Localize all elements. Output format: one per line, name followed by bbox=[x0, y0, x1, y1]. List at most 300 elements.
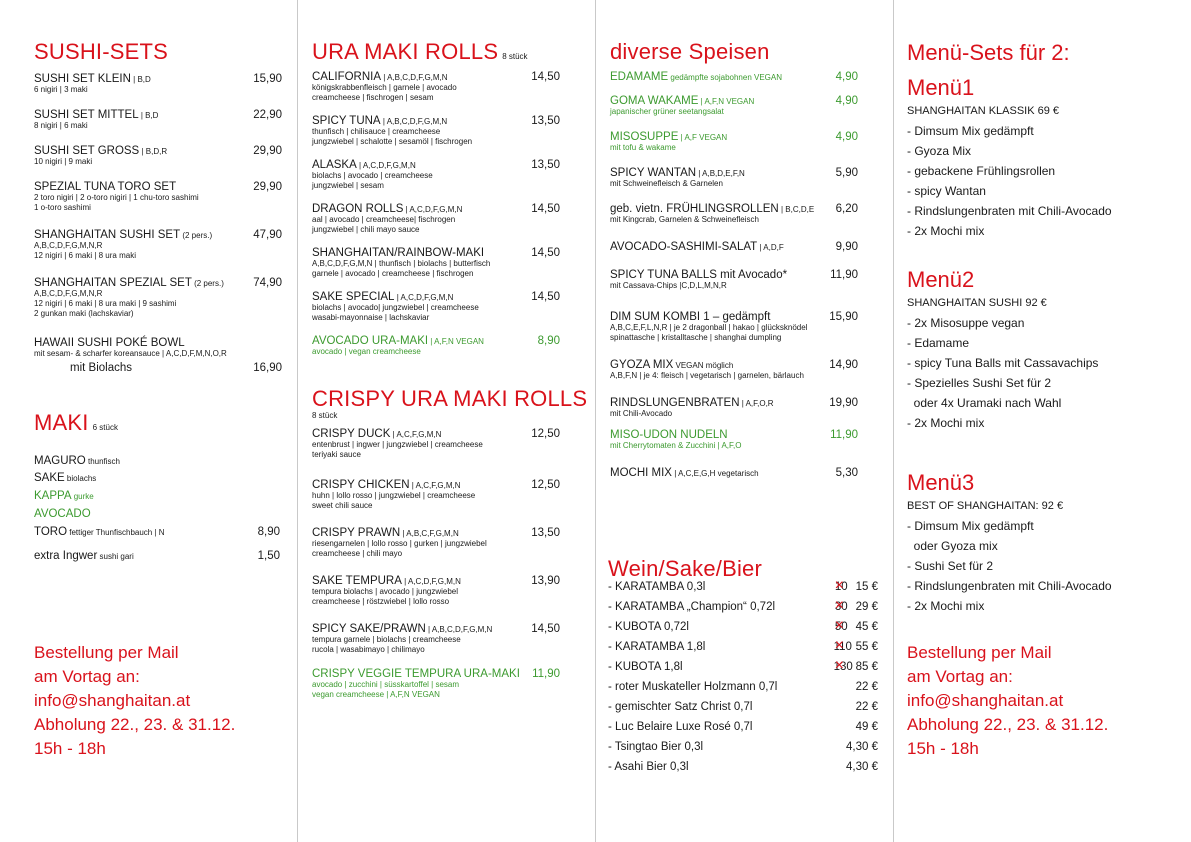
crispy-roll-name bbox=[312, 527, 459, 539]
ura-maki-description: biolachs | avocado | creamcheese bbox=[312, 171, 433, 180]
contact-line: am Vortag an: bbox=[907, 667, 1013, 686]
diverse-row bbox=[610, 397, 858, 409]
contact-line: 15h - 18h bbox=[34, 739, 106, 758]
menu-line: - Dimsum Mix gedämpft bbox=[907, 124, 1034, 138]
ura-maki-price: 8,90 bbox=[537, 335, 560, 347]
menu-list bbox=[907, 101, 1112, 241]
wine-name: - Asahi Bier 0,3l bbox=[608, 761, 689, 773]
menu-title: Menü2 bbox=[907, 267, 975, 292]
wine-price-group bbox=[834, 641, 878, 653]
crispy-roll-item bbox=[312, 575, 560, 607]
crispy-roll-description: creamcheese | röstzwiebel | lollo rosso bbox=[312, 597, 450, 606]
crispy-roll-name-text: CRISPY VEGGIE TEMPURA URA-MAKI bbox=[312, 668, 520, 680]
maki-title bbox=[34, 410, 118, 436]
diverse-name-text: RINDSLUNGENBRATEN bbox=[610, 397, 740, 409]
wine-name: - KARATAMBA 1,8l bbox=[608, 641, 706, 653]
ura-maki-count: 8 stück bbox=[502, 52, 528, 61]
crispy-roll-allergens: | A,B,C,F,G,M,N bbox=[400, 529, 459, 538]
crispy-roll-row bbox=[312, 668, 560, 680]
menu-line: - 2x Mochi mix bbox=[907, 599, 985, 613]
diverse-name-text: AVOCADO-SASHIMI-SALAT bbox=[610, 241, 758, 253]
sushi-set-allergens: | B,D bbox=[138, 111, 159, 120]
crispy-roll-name-text: CRISPY PRAWN bbox=[312, 527, 401, 539]
crispy-roll-allergens: | A,C,D,F,G,M,N bbox=[401, 577, 461, 586]
sushi-set-row bbox=[34, 109, 282, 121]
diverse-name bbox=[610, 167, 745, 179]
menu-heading: SHANGHAITAN SUSHI 92 € bbox=[907, 297, 1047, 309]
crispy-roll-item bbox=[312, 527, 560, 559]
contact-line: Bestellung per Mail bbox=[34, 643, 179, 662]
diverse-row bbox=[610, 203, 858, 215]
maki-extra-name bbox=[34, 550, 134, 562]
wine-price: 15 € bbox=[855, 581, 878, 593]
sushi-set-row bbox=[34, 181, 282, 193]
ura-maki-row bbox=[312, 71, 560, 83]
sushi-set-price: 29,90 bbox=[253, 181, 282, 193]
sushi-set-name bbox=[34, 277, 224, 289]
sushi-set-row bbox=[34, 337, 282, 349]
wine-row bbox=[608, 761, 878, 781]
menu-list bbox=[907, 496, 1112, 616]
menu-line: - Gyoza Mix bbox=[907, 144, 972, 158]
crispy-roll-name bbox=[312, 428, 441, 440]
ura-maki-description: biolachs | avocado| jungzwiebel | creamcheese bbox=[312, 303, 479, 312]
crispy-roll-description: avocado | zucchini | süsskartoffel | sesam bbox=[312, 680, 460, 689]
wine-row bbox=[608, 701, 878, 721]
diverse-description: A,B,C,E,F,L,N,R | je 2 dragonball | hakao | glücksknödel bbox=[610, 323, 808, 332]
diverse-name-text: MISO-UDON NUDELN bbox=[610, 429, 728, 441]
sushi-set-name-text: SHANGHAITAN SPEZIAL SET bbox=[34, 277, 192, 289]
wine-name: - KARATAMBA 0,3l bbox=[608, 581, 706, 593]
crispy-roll-name bbox=[312, 479, 461, 491]
crispy-roll-name-text: SPICY SAKE/PRAWN bbox=[312, 623, 426, 635]
crispy-roll-description: tempura garnele | biolachs | creamcheese bbox=[312, 635, 461, 644]
diverse-name bbox=[610, 359, 733, 371]
menu-line: - 2x Mochi mix bbox=[907, 416, 985, 430]
wine-price-group bbox=[856, 681, 878, 693]
crispy-roll-allergens: | A,C,F,G,M,N bbox=[409, 481, 461, 490]
ura-maki-allergens: | A,B,C,D,F,G,M,N bbox=[381, 73, 448, 82]
crispy-roll-description: creamcheese | chili mayo bbox=[312, 549, 403, 558]
sushi-sets-title: SUSHI-SETS bbox=[34, 39, 169, 64]
crispy-roll-item bbox=[312, 479, 560, 511]
maki-item bbox=[34, 490, 94, 502]
wine-name: - gemischter Satz Christ 0,7l bbox=[608, 701, 753, 713]
crispy-roll-description: entenbrust | ingwer | jungzwiebel | creamcheese bbox=[312, 440, 483, 449]
wine-price-group bbox=[846, 741, 878, 753]
diverse-name-text: SPICY WANTAN bbox=[610, 167, 697, 179]
wine-price: 85 € bbox=[855, 661, 878, 673]
diverse-price: 11,90 bbox=[830, 429, 858, 441]
ura-maki-description: königskrabbenfleisch | garnele | avocado bbox=[312, 83, 457, 92]
diverse-name bbox=[610, 429, 728, 441]
ura-maki-item bbox=[312, 247, 560, 279]
ura-maki-name bbox=[312, 115, 447, 127]
ura-maki-name bbox=[312, 203, 462, 215]
diverse-description: mit Schweinefleisch & Garnelen bbox=[610, 179, 723, 188]
ura-maki-allergens: | A,B,C,D,F,G,M,N bbox=[380, 117, 448, 126]
menu-line: - 2x Misosuppe vegan bbox=[907, 316, 1025, 330]
diverse-description: mit Cassava-Chips |C,D,L,M,N,R bbox=[610, 281, 727, 290]
diverse-item bbox=[610, 311, 858, 343]
diverse-item bbox=[610, 167, 858, 189]
sushi-set-price: 74,90 bbox=[253, 277, 282, 289]
sushi-set-description: 2 toro nigiri | 2 o-toro nigiri | 1 chu-toro sashimi bbox=[34, 193, 199, 202]
ura-maki-title-text: URA MAKI ROLLS bbox=[312, 39, 499, 64]
wine-price: 4,30 € bbox=[846, 761, 878, 773]
sushi-set-item bbox=[34, 145, 282, 167]
wine-price: 22 € bbox=[855, 681, 878, 693]
crispy-roll-allergens: | A,B,C,D,F,G,M,N bbox=[425, 625, 493, 634]
maki-description: thunfisch bbox=[85, 457, 120, 466]
maki-extra-row bbox=[34, 550, 280, 562]
wine-price-group bbox=[856, 721, 878, 733]
column-menus bbox=[894, 0, 1191, 842]
ura-maki-row bbox=[312, 291, 560, 303]
maki-extra-price: 1,50 bbox=[257, 550, 280, 562]
ura-maki-name-text: CALIFORNIA bbox=[312, 71, 382, 83]
menu-title: Menü1 bbox=[907, 75, 975, 100]
sushi-set-name bbox=[34, 145, 167, 157]
diverse-row bbox=[610, 241, 858, 253]
diverse-price: 4,90 bbox=[835, 131, 858, 143]
sushi-set-description: A,B,C,D,F,G,M,N,R bbox=[34, 241, 103, 250]
crispy-roll-price: 13,50 bbox=[531, 527, 560, 539]
sushi-set-allergens: (2 pers.) bbox=[191, 279, 224, 288]
wine-price: 55 € bbox=[855, 641, 878, 653]
ura-maki-description: A,B,C,D,F,G,M,N | thunfisch | biolachs | butterfisch bbox=[312, 259, 491, 268]
menu-line: - spicy Tuna Balls mit Cassavachips bbox=[907, 356, 1099, 370]
diverse-item bbox=[610, 269, 858, 291]
diverse-name bbox=[610, 311, 770, 323]
menu-line: - Spezielles Sushi Set für 2 bbox=[907, 376, 1052, 390]
sushi-set-row bbox=[34, 229, 282, 241]
ura-maki-description: jungzwiebel | schalotte | sesamöl | fischrogen bbox=[312, 137, 473, 146]
diverse-price: 5,90 bbox=[835, 167, 858, 179]
diverse-name-text: EDAMAME bbox=[610, 71, 669, 83]
menu-heading: SHANGHAITAN KLASSIK 69 € bbox=[907, 105, 1060, 117]
ura-maki-allergens: | A,C,D,F,G,M,N bbox=[403, 205, 463, 214]
crispy-roll-item bbox=[312, 668, 560, 700]
sushi-set-name bbox=[34, 109, 158, 121]
diverse-allergens: VEGAN möglich bbox=[673, 361, 734, 370]
diverse-name-text: GYOZA MIX bbox=[610, 359, 674, 371]
contact-line: info@shanghaitan.at bbox=[907, 691, 1064, 710]
sushi-set-row bbox=[34, 277, 282, 289]
wine-row bbox=[608, 741, 878, 761]
wine-price: 4,30 € bbox=[846, 741, 878, 753]
diverse-row bbox=[610, 311, 858, 323]
crispy-roll-row bbox=[312, 623, 560, 635]
ura-maki-row bbox=[312, 115, 560, 127]
ura-maki-price: 14,50 bbox=[531, 71, 560, 83]
diverse-allergens: | A,B,D,E,F,N bbox=[696, 169, 745, 178]
diverse-title: diverse Speisen bbox=[610, 39, 770, 64]
sushi-set-item bbox=[34, 337, 282, 359]
wine-old-price: 50 × bbox=[834, 621, 848, 633]
diverse-price: 14,90 bbox=[829, 359, 858, 371]
maki-description: biolachs bbox=[64, 474, 97, 483]
maki-item bbox=[34, 472, 96, 484]
crispy-roll-name-text: CRISPY CHICKEN bbox=[312, 479, 410, 491]
wine-old-price: 30 × bbox=[834, 601, 848, 613]
maki-extra-text: TORO bbox=[34, 526, 68, 538]
crispy-roll-price: 13,90 bbox=[531, 575, 560, 587]
diverse-item bbox=[610, 359, 858, 381]
diverse-item bbox=[610, 241, 858, 253]
maki-extra-price: 8,90 bbox=[257, 526, 280, 538]
crispy-count: 8 stück bbox=[312, 411, 338, 420]
crispy-roll-row bbox=[312, 479, 560, 491]
sushi-set-description: 8 nigiri | 6 maki bbox=[34, 121, 88, 130]
crispy-roll-row bbox=[312, 575, 560, 587]
crispy-roll-description: riesengarnelen | lollo rosso | gurken | jungzwiebel bbox=[312, 539, 487, 548]
ura-maki-allergens: | A,C,D,F,G,M,N bbox=[394, 293, 454, 302]
diverse-name-text: MOCHI MIX bbox=[610, 467, 672, 479]
diverse-price: 19,90 bbox=[829, 397, 858, 409]
diverse-price: 11,90 bbox=[830, 269, 858, 281]
crispy-roll-description: sweet chili sauce bbox=[312, 501, 373, 510]
sushi-set-name-text: SPEZIAL TUNA TORO SET bbox=[34, 181, 177, 193]
ura-maki-name bbox=[312, 247, 484, 259]
diverse-name-text: GOMA WAKAME bbox=[610, 95, 699, 107]
ura-maki-price: 13,50 bbox=[531, 159, 560, 171]
maki-title-text: MAKI bbox=[34, 410, 89, 435]
ura-maki-name-text: DRAGON ROLLS bbox=[312, 203, 404, 215]
wine-price-group bbox=[834, 661, 878, 673]
ura-maki-description: jungzwiebel | chili mayo sauce bbox=[312, 225, 420, 234]
ura-maki-row bbox=[312, 159, 560, 171]
sushi-set-description: 12 nigiri | 6 maki | 8 ura maki bbox=[34, 251, 136, 260]
diverse-item bbox=[610, 95, 858, 117]
contact-line: 15h - 18h bbox=[907, 739, 979, 758]
ura-maki-item bbox=[312, 335, 560, 357]
sushi-set-row bbox=[34, 73, 282, 85]
wine-name: - Luc Belaire Luxe Rosé 0,7l bbox=[608, 721, 753, 733]
diverse-price: 4,90 bbox=[835, 71, 858, 83]
ura-maki-item bbox=[312, 115, 560, 147]
diverse-row bbox=[610, 71, 858, 83]
menu-line: - Sushi Set für 2 bbox=[907, 559, 994, 573]
sushi-set-name bbox=[34, 181, 176, 193]
diverse-row bbox=[610, 359, 858, 371]
menu-line: - spicy Wantan bbox=[907, 184, 986, 198]
ura-maki-name bbox=[312, 159, 416, 171]
ura-maki-price: 14,50 bbox=[531, 291, 560, 303]
diverse-name bbox=[610, 467, 759, 479]
poke-biolachs: mit Biolachs bbox=[70, 362, 132, 374]
sushi-set-name-text: SHANGHAITAN SUSHI SET bbox=[34, 229, 181, 241]
diverse-description: mit tofu & wakame bbox=[610, 143, 676, 152]
diverse-row bbox=[610, 467, 858, 479]
sushi-set-price: 15,90 bbox=[253, 73, 282, 85]
order-contact-2 bbox=[907, 641, 1108, 761]
sushi-set-allergens: (2 pers.) bbox=[180, 231, 213, 240]
diverse-name bbox=[610, 397, 774, 409]
menu-line: - Rindslungenbraten mit Chili-Avocado bbox=[907, 204, 1112, 218]
sushi-set-row bbox=[34, 145, 282, 157]
wine-row bbox=[608, 681, 878, 701]
diverse-name-text: DIM SUM KOMBI 1 – gedämpft bbox=[610, 311, 771, 323]
contact-line: Abholung 22., 23. & 31.12. bbox=[907, 715, 1109, 734]
diverse-row bbox=[610, 131, 858, 143]
diverse-allergens: | A,F,O,R bbox=[739, 399, 774, 408]
diverse-item bbox=[610, 429, 858, 451]
menu-heading: BEST OF SHANGHAITAN: 92 € bbox=[907, 500, 1064, 512]
wine-price: 49 € bbox=[855, 721, 878, 733]
menu-line: oder 4x Uramaki nach Wahl bbox=[907, 396, 1062, 410]
crispy-roll-row bbox=[312, 527, 560, 539]
sushi-set-description: 2 gunkan maki (lachskaviar) bbox=[34, 309, 134, 318]
ura-maki-row bbox=[312, 247, 560, 259]
diverse-name bbox=[610, 71, 782, 83]
maki-extra-description: sushi gari bbox=[97, 552, 134, 561]
sushi-set-item bbox=[34, 109, 282, 131]
sushi-set-item bbox=[34, 229, 282, 261]
wine-name: - roter Muskateller Holzmann 0,7l bbox=[608, 681, 778, 693]
crispy-roll-description: vegan creamcheese | A,F,N VEGAN bbox=[312, 690, 440, 699]
menu-line: - Dimsum Mix gedämpft bbox=[907, 519, 1034, 533]
diverse-name bbox=[610, 131, 727, 143]
diverse-row bbox=[610, 95, 858, 107]
diverse-description: mit Chili-Avocado bbox=[610, 409, 673, 418]
ura-maki-row bbox=[312, 203, 560, 215]
diverse-price: 15,90 bbox=[829, 311, 858, 323]
wine-price: 29 € bbox=[855, 601, 878, 613]
sushi-set-price: 29,90 bbox=[253, 145, 282, 157]
wine-old-price: 110 × bbox=[834, 641, 848, 653]
diverse-description: A,B,F,N | je 4: fleisch | vegetarisch | garnelen, bärlauch bbox=[610, 371, 804, 380]
ura-maki-description: wasabi-mayonnaise | lachskaviar bbox=[312, 313, 430, 322]
maki-description: gurke bbox=[71, 492, 94, 501]
maki-extra-description: fettiger Thunfischbauch | N bbox=[67, 528, 165, 537]
diverse-name bbox=[610, 95, 754, 107]
diverse-name-text: geb. vietn. FRÜHLINGSROLLEN bbox=[610, 203, 779, 215]
sushi-set-name bbox=[34, 73, 151, 85]
crispy-roll-row bbox=[312, 428, 560, 440]
diverse-item bbox=[610, 203, 858, 225]
crispy-roll-description: huhn | lollo rosso | jungzwiebel | creamcheese bbox=[312, 491, 476, 500]
menu-line: - gebackene Frühlingsrollen bbox=[907, 164, 1056, 178]
wine-price-group bbox=[834, 621, 878, 633]
diverse-allergens: | A,F,N VEGAN bbox=[698, 97, 755, 106]
sushi-set-price: 22,90 bbox=[253, 109, 282, 121]
diverse-allergens: | A,D,F bbox=[757, 243, 784, 252]
menu-line: - 2x Mochi mix bbox=[907, 224, 985, 238]
sushi-set-allergens: | B,D bbox=[130, 75, 151, 84]
diverse-name bbox=[610, 241, 784, 253]
menu-line: - Rindslungenbraten mit Chili-Avocado bbox=[907, 579, 1112, 593]
column-sushi-sets bbox=[0, 0, 297, 842]
ura-maki-item bbox=[312, 291, 560, 323]
ura-maki-item bbox=[312, 159, 560, 191]
diverse-price: 6,20 bbox=[835, 203, 858, 215]
ura-maki-name bbox=[312, 291, 453, 303]
sushi-set-allergens: | B,D,R bbox=[139, 147, 168, 156]
ura-maki-description: thunfisch | chilisauce | creamcheese bbox=[312, 127, 441, 136]
wine-list bbox=[608, 581, 878, 781]
ura-maki-name bbox=[312, 335, 484, 347]
crispy-title: CRISPY URA MAKI ROLLS bbox=[312, 386, 588, 411]
crispy-roll-item bbox=[312, 623, 560, 655]
contact-line: info@shanghaitan.at bbox=[34, 691, 191, 710]
maki-name: KAPPA bbox=[34, 490, 72, 502]
diverse-item bbox=[610, 131, 858, 153]
diverse-price: 5,30 bbox=[835, 467, 858, 479]
diverse-description: mit Kingcrab, Garnelen & Schweinefleisch bbox=[610, 215, 759, 224]
maki-extra-name bbox=[34, 526, 165, 538]
sushi-set-name bbox=[34, 337, 185, 349]
sushi-set-description: 10 nigiri | 9 maki bbox=[34, 157, 93, 166]
sushi-set-price: 47,90 bbox=[253, 229, 282, 241]
ura-maki-price: 13,50 bbox=[531, 115, 560, 127]
maki-name: AVOCADO bbox=[34, 508, 91, 520]
maki-extra-row bbox=[34, 526, 280, 538]
wine-old-price: 130 × bbox=[834, 661, 848, 673]
wine-name: - KUBOTA 1,8l bbox=[608, 661, 683, 673]
ura-maki-allergens: | A,F,N VEGAN bbox=[428, 337, 484, 346]
sushi-set-name-text: SUSHI SET MITTEL bbox=[34, 109, 139, 121]
wine-price: 45 € bbox=[855, 621, 878, 633]
menu-sets-title: Menü-Sets für 2: bbox=[907, 40, 1070, 65]
wine-name: - Tsingtao Bier 0,3l bbox=[608, 741, 704, 753]
contact-line: Bestellung per Mail bbox=[907, 643, 1052, 662]
diverse-item bbox=[610, 397, 858, 419]
contact-line: am Vortag an: bbox=[34, 667, 140, 686]
ura-maki-item bbox=[312, 203, 560, 235]
diverse-description: mit Cherrytomaten & Zucchini | A,F,O bbox=[610, 441, 742, 450]
ura-maki-description: creamcheese | fischrogen | sesam bbox=[312, 93, 434, 102]
diverse-item bbox=[610, 467, 858, 479]
poke-price: 16,90 bbox=[253, 362, 282, 374]
diverse-row bbox=[610, 269, 858, 281]
contact-line: Abholung 22., 23. & 31.12. bbox=[34, 715, 236, 734]
crispy-roll-item bbox=[312, 428, 560, 460]
diverse-allergens: | B,C,D,E bbox=[778, 205, 815, 214]
ura-maki-allergens: | A,C,D,F,G,M,N bbox=[356, 161, 416, 170]
order-contact bbox=[34, 641, 235, 761]
maki-item bbox=[34, 508, 91, 520]
crispy-roll-description: rucola | wasabimayo | chilimayo bbox=[312, 645, 425, 654]
maki-item bbox=[34, 455, 120, 467]
wine-price-group bbox=[846, 761, 878, 773]
crispy-roll-price: 12,50 bbox=[531, 479, 560, 491]
ura-maki-name bbox=[312, 71, 448, 83]
ura-maki-price: 14,50 bbox=[531, 203, 560, 215]
ura-maki-name-text: SHANGHAITAN/RAINBOW-MAKI bbox=[312, 247, 485, 259]
ura-maki-name-text: SAKE SPECIAL bbox=[312, 291, 395, 303]
sushi-set-item bbox=[34, 277, 282, 319]
wine-title: Wein/Sake/Bier bbox=[608, 556, 763, 581]
crispy-roll-name bbox=[312, 575, 461, 587]
poke-biolachs-row bbox=[70, 362, 282, 374]
sushi-set-description: 12 nigiri | 6 maki | 8 ura maki | 9 sashimi bbox=[34, 299, 177, 308]
ura-maki-description: garnele | avocado | creamcheese | fischrogen bbox=[312, 269, 474, 278]
wine-row bbox=[608, 721, 878, 741]
maki-count: 6 stück bbox=[92, 423, 118, 432]
ura-maki-description: avocado | vegan creamcheese bbox=[312, 347, 421, 356]
crispy-roll-allergens: | A,C,F,G,M,N bbox=[390, 430, 442, 439]
maki-name: SAKE bbox=[34, 472, 65, 484]
wine-old-price: 10 × bbox=[834, 581, 848, 593]
ura-maki-name-text: SPICY TUNA bbox=[312, 115, 381, 127]
diverse-allergens: | A,C,E,G,H vegetarisch bbox=[671, 469, 759, 478]
crispy-roll-name-text: CRISPY DUCK bbox=[312, 428, 391, 440]
sushi-set-description: 1 o-toro sashimi bbox=[34, 203, 91, 212]
maki-name: MAGURO bbox=[34, 455, 86, 467]
crispy-roll-name-text: SAKE TEMPURA bbox=[312, 575, 402, 587]
ura-maki-title bbox=[312, 39, 528, 65]
